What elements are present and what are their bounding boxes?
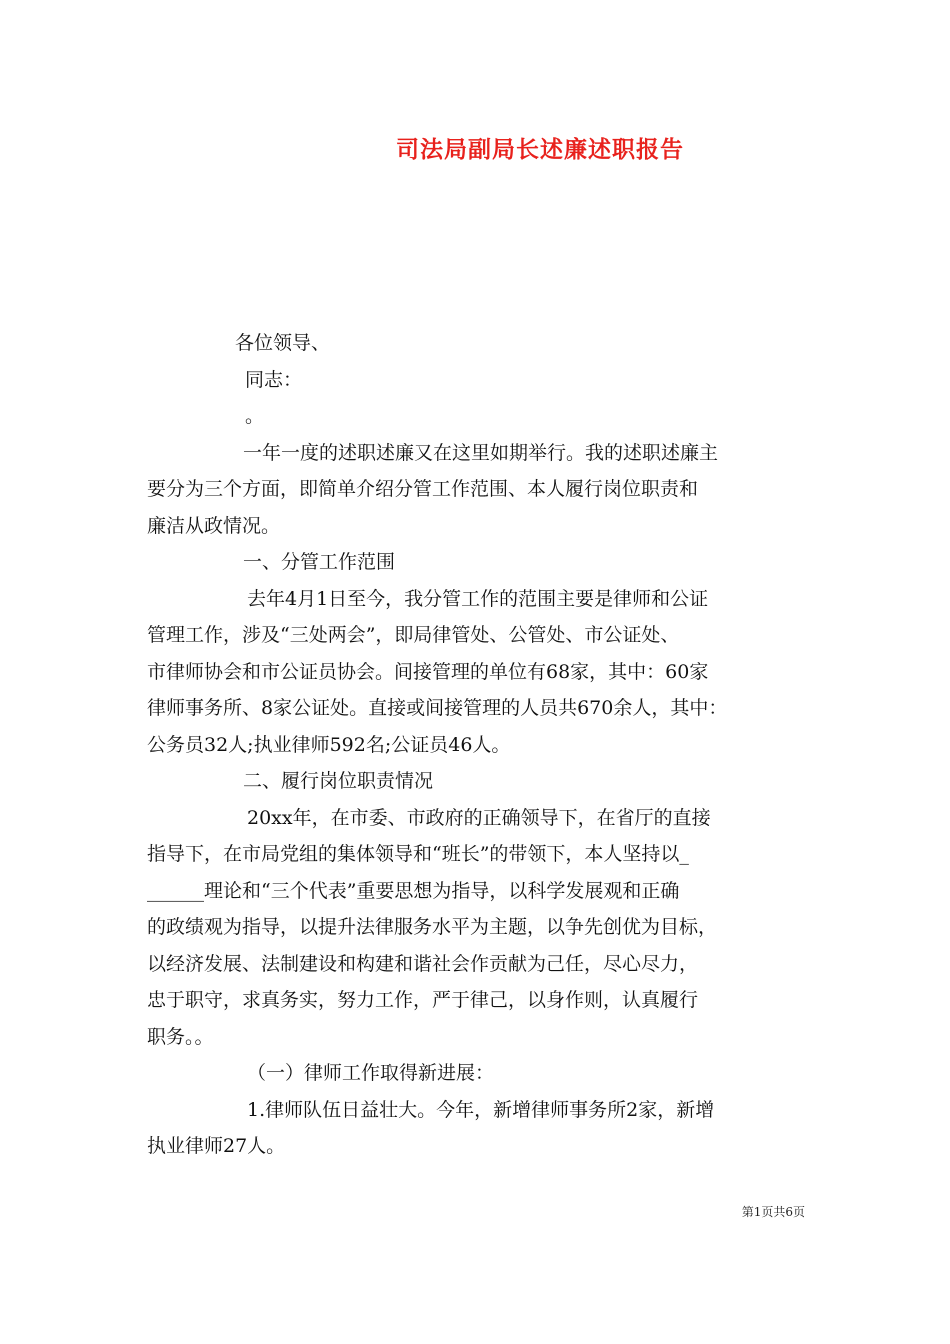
text-line: 律师事务所、8家公证处。直接或间接管理的人员共670余人，其中： (147, 697, 728, 719)
text-line: 的政绩观为指导，以提升法律服务水平为主题，以争先创优为目标， (147, 916, 718, 938)
text-line: 。 (245, 405, 265, 427)
text-line: 执业律师27人。 (147, 1135, 286, 1157)
text-line: 1.律师队伍日益壮大。今年，新增律师事务所2家，新增 (247, 1098, 715, 1121)
text-line: 廉洁从政情况。 (147, 514, 281, 537)
text-line: （一）律师工作取得新进展： (247, 1062, 495, 1084)
text-line: 以经济发展、法制建设和构建和谐社会作贡献为己任，尽心尽力， (147, 952, 699, 975)
text-line: ______理论和“三个代表”重要思想为指导，以科学发展观和正确 (147, 879, 680, 902)
text-line: 忠于职守，求真务实，努力工作，严于律己，以身作则，认真履行 (147, 989, 699, 1011)
text-line: 管理工作，涉及“三处两会”，即局律管处、公管处、市公证处、 (147, 624, 680, 646)
text-line: 二、履行岗位职责情况 (243, 770, 434, 792)
text-line: 指导下，在市局党组的集体领导和“班长”的带领下，本人坚持以_ (147, 843, 689, 865)
text-line: 公务员32人;执业律师592名;公证员46人。 (147, 733, 511, 756)
page-title: 司法局副局长述廉述职报告 (396, 136, 684, 163)
text-line: 职务。。 (147, 1025, 214, 1048)
text-line: 20xx年，在市委、市政府的正确领导下，在省厅的直接 (247, 806, 711, 829)
text-line: 要分为三个方面，即简单介绍分管工作范围、本人履行岗位职责和 (147, 478, 699, 500)
page-number: 第1页共6页 (741, 1205, 805, 1219)
text-line: 各位领导、 (235, 332, 331, 354)
text-line: 一年一度的述职述廉又在这里如期举行。我的述职述廉主 (243, 441, 719, 464)
document-body (147, 325, 815, 1165)
text-line: 同志： (245, 368, 303, 391)
text-line: 去年4月1日至今，我分管工作的范围主要是律师和公证 (247, 587, 709, 610)
text-line: 一、分管工作范围 (243, 551, 396, 573)
text-line: 市律师协会和市公证员协会。间接管理的单位有68家，其中：60家 (147, 660, 709, 683)
